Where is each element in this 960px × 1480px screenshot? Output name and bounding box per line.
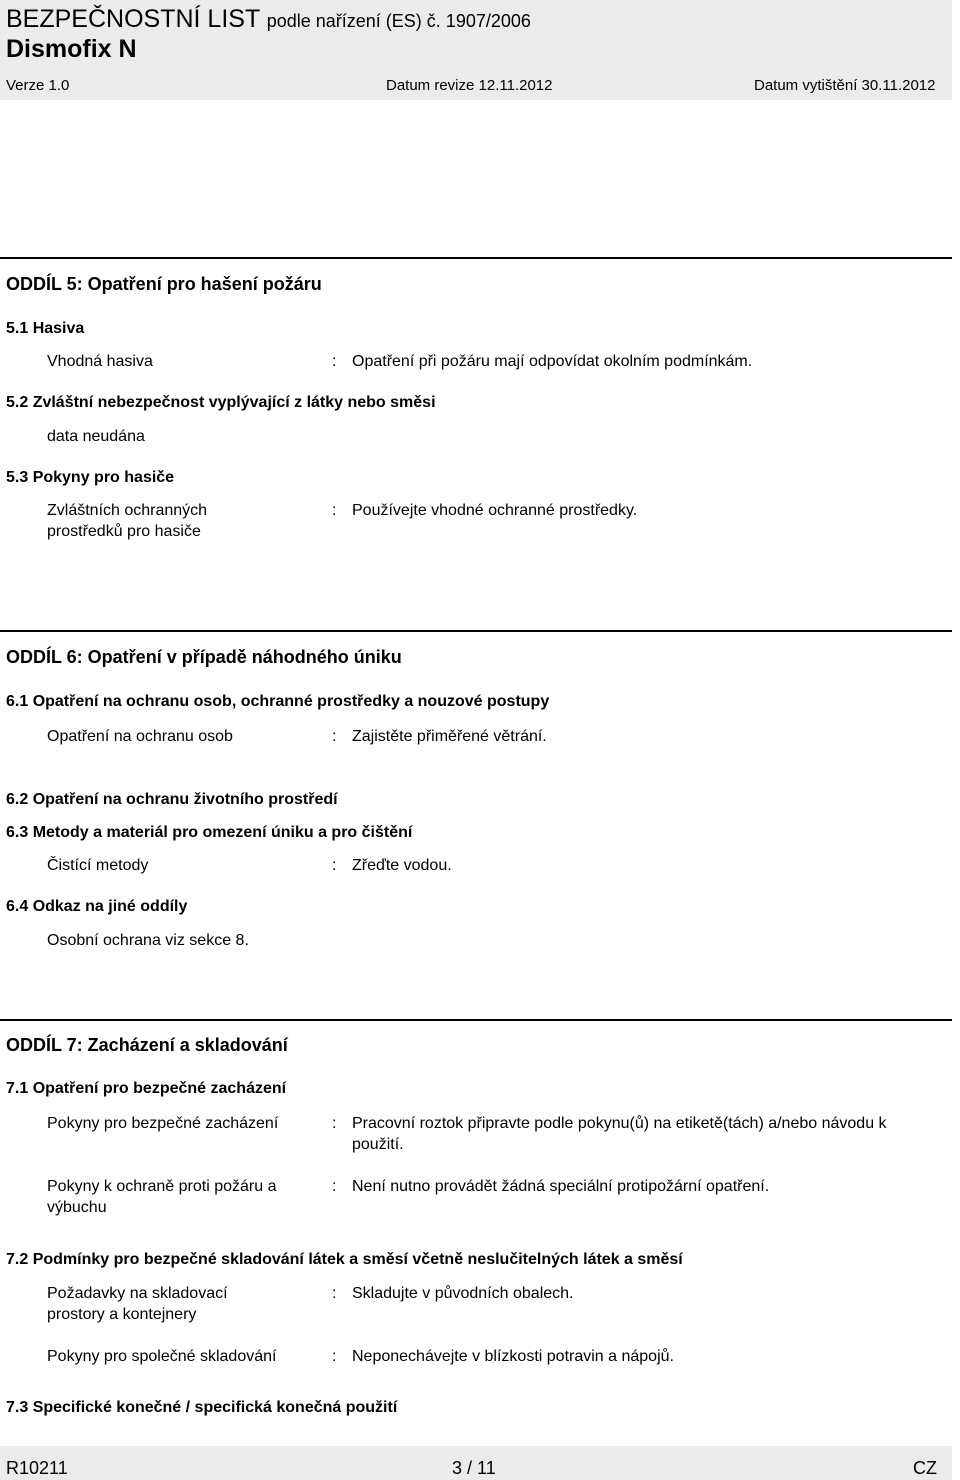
subsection-5-3-title: 5.3 Pokyny pro hasiče (6, 469, 175, 486)
document-code: R10211 (6, 1458, 68, 1478)
field-value: Skladujte v původních obalech. (352, 1285, 574, 1302)
subsection-5-2-title: 5.2 Zvláštní nebezpečnost vyplývající z látky nebo směsi (6, 394, 436, 411)
field-label: Opatření na ochranu osob (47, 728, 233, 745)
field-value: Není nutno provádět žádná speciální protipožární opatření. (352, 1178, 770, 1195)
field-colon: : (332, 728, 337, 745)
subsection-6-3-title: 6.3 Metody a materiál pro omezení úniku a pro čištění (6, 824, 413, 841)
subsection-5-1-title: 5.1 Hasiva (6, 320, 85, 337)
subsection-6-2-title: 6.2 Opatření na ochranu životního prostředí (6, 791, 338, 808)
subsection-6-1-title: 6.1 Opatření na ochranu osob, ochranné prostředky a nouzové postupy (6, 693, 550, 710)
field-label: Požadavky na skladovací prostory a kontejnery (47, 1285, 228, 1323)
section-divider (0, 257, 952, 259)
language-code: CZ (913, 1458, 937, 1478)
field-colon: : (332, 1285, 337, 1302)
revision-date: Datum revize 12.11.2012 (386, 77, 553, 94)
field-value: Používejte vhodné ochranné prostředky. (352, 502, 638, 519)
section-7-title: ODDÍL 7: Zacházení a skladování (6, 1035, 288, 1055)
field-label: Pokyny k ochraně proti požáru a výbuchu (47, 1178, 277, 1216)
field-colon: : (332, 353, 337, 370)
field-colon: : (332, 1348, 337, 1365)
subsection-7-2-title: 7.2 Podmínky pro bezpečné skladování látek a směsí včetně neslučitelných látek a směsí (6, 1251, 683, 1268)
field-text: data neudána (47, 428, 145, 445)
field-colon: : (332, 502, 337, 519)
document-title-regulation: podle nařízení (ES) č. 1907/2006 (266, 11, 531, 31)
document-title-main: BEZPEČNOSTNÍ LIST (6, 5, 260, 33)
section-5-title: ODDÍL 5: Opatření pro hašení požáru (6, 274, 322, 294)
field-colon: : (332, 1115, 337, 1132)
field-value: Zajistěte přiměřené větrání. (352, 728, 547, 745)
subsection-7-3-title: 7.3 Specifické konečné / specifická konečná použití (6, 1399, 398, 1416)
subsection-7-1-title: 7.1 Opatření pro bezpečné zacházení (6, 1080, 287, 1097)
field-label: Vhodná hasiva (47, 353, 153, 370)
page-number: 3 / 11 (452, 1458, 496, 1478)
field-label: Zvláštních ochranných prostředků pro hasiče (47, 502, 208, 540)
document-title (6, 4, 531, 36)
field-value: Opatření při požáru mají odpovídat okolním podmínkám. (352, 353, 753, 370)
field-label: Pokyny pro bezpečné zacházení (47, 1115, 279, 1132)
field-label: Čistící metody (47, 857, 149, 874)
field-label: Pokyny pro společné skladování (47, 1348, 277, 1365)
subsection-6-4-title: 6.4 Odkaz na jiné oddíly (6, 898, 188, 915)
field-text: Osobní ochrana viz sekce 8. (47, 932, 249, 949)
version-label: Verze 1.0 (6, 77, 70, 94)
field-value: Pracovní roztok připravte podle pokynu(ů) na etiketě(tách) a/nebo návodu k použití. (352, 1115, 887, 1153)
section-6-title: ODDÍL 6: Opatření v případě náhodného úniku (6, 647, 402, 667)
product-name: Dismofix N (6, 35, 137, 63)
field-colon: : (332, 857, 337, 874)
section-divider (0, 1019, 952, 1021)
print-date: Datum vytištění 30.11.2012 (754, 77, 936, 94)
field-colon: : (332, 1178, 337, 1195)
field-value: Zřeďte vodou. (352, 857, 452, 874)
field-value: Neponechávejte v blízkosti potravin a nápojů. (352, 1348, 674, 1365)
section-divider (0, 630, 952, 632)
